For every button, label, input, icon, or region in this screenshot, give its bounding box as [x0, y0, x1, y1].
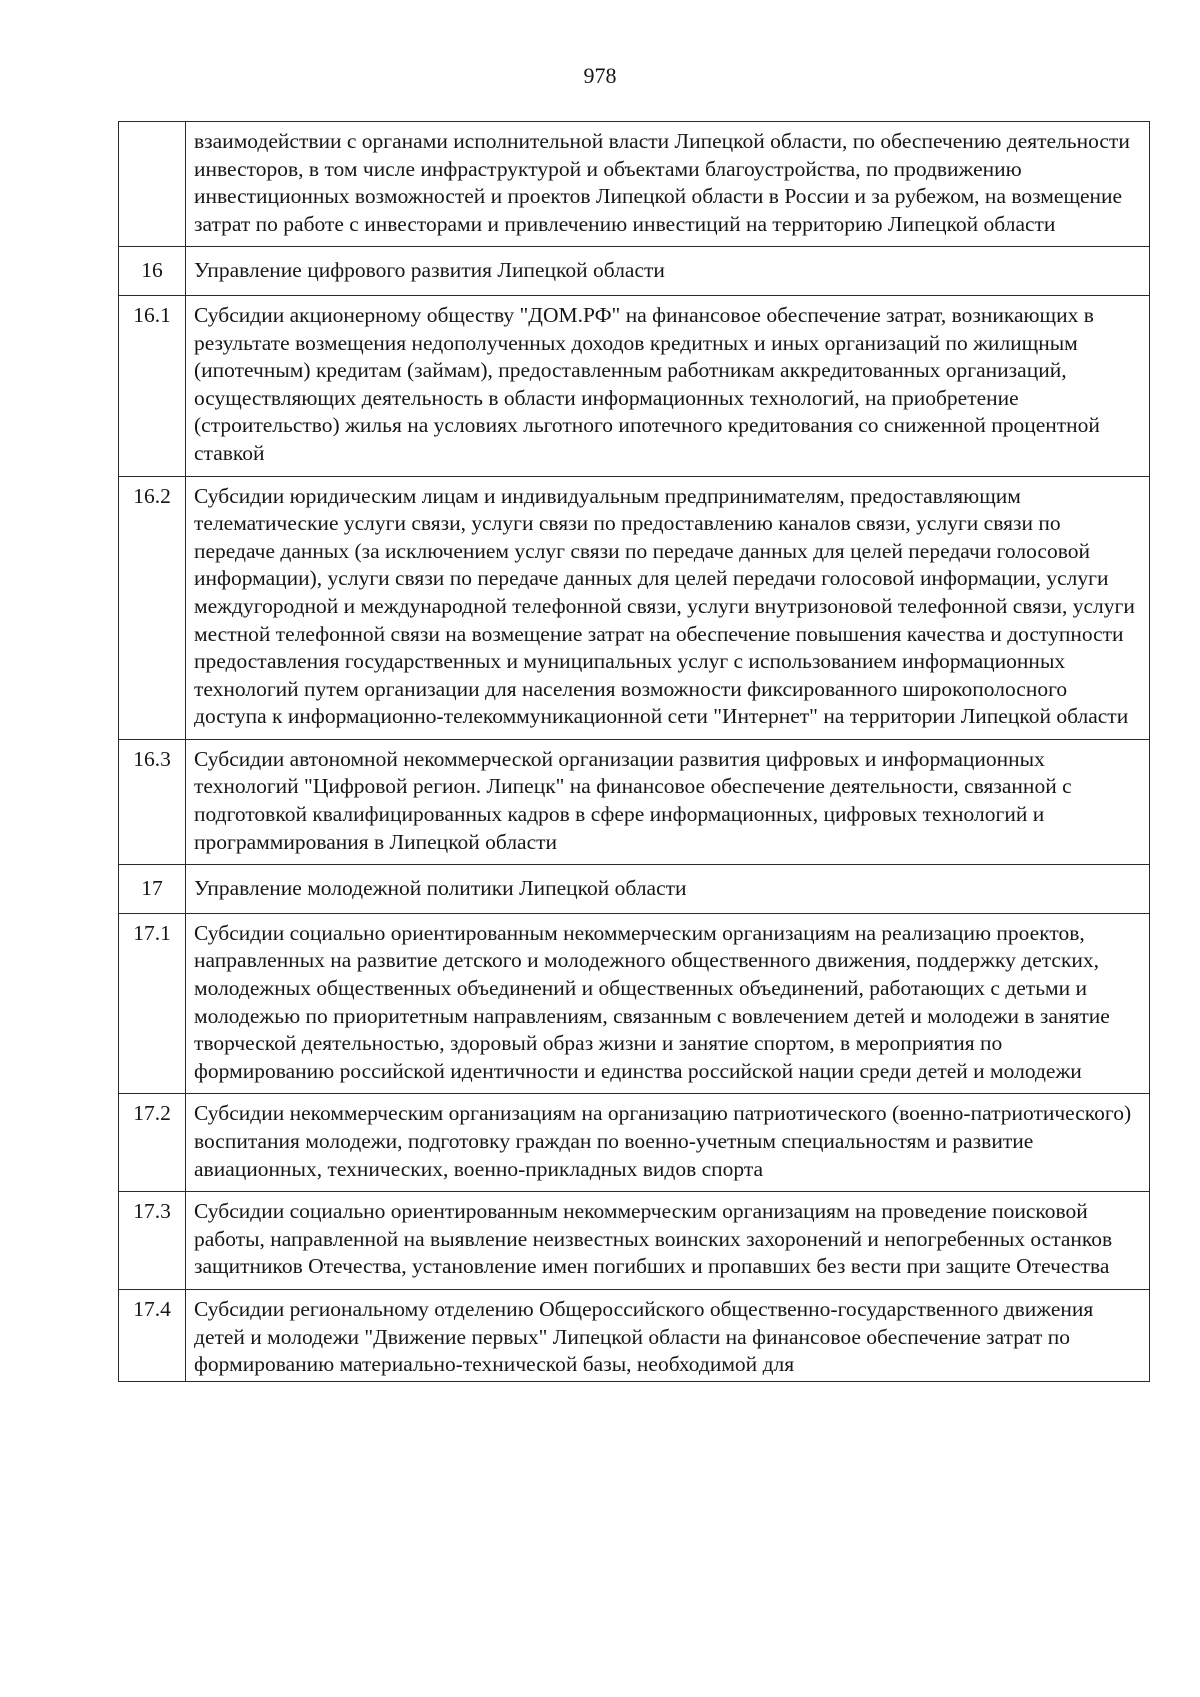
row-number: 16.2	[119, 476, 186, 739]
table-row	[119, 476, 1150, 739]
row-text: Субсидии региональному отделению Общероссийского общественно-государственного движения детей и молодежи "Движение первых" Липецкой области на финансовое обеспечение затрат по формированию материально-технической базы, необходимой для	[186, 1289, 1150, 1381]
row-number	[119, 122, 186, 247]
table-row	[119, 122, 1150, 247]
row-number: 17.3	[119, 1192, 186, 1290]
table-row	[119, 739, 1150, 864]
row-number: 16.3	[119, 739, 186, 864]
table-row	[119, 913, 1150, 1094]
section-title: Управление цифрового развития Липецкой области	[186, 247, 1150, 296]
table-row	[119, 1094, 1150, 1192]
page-number: 978	[583, 63, 617, 88]
section-row-youth-policy	[119, 865, 1150, 914]
row-number: 16.1	[119, 295, 186, 476]
section-title: Управление молодежной политики Липецкой области	[186, 865, 1150, 914]
row-number: 17.2	[119, 1094, 186, 1192]
subsidies-table	[118, 121, 1150, 1382]
row-text: Субсидии некоммерческим организациям на организацию патриотического (военно-патриотического) воспитания молодежи, подготовку граждан по военно-учетным специальностям и развитие авиационных, технических, военно-прикладных видов спорта	[186, 1094, 1150, 1192]
row-number: 16	[119, 247, 186, 296]
table-row	[119, 1192, 1150, 1290]
row-text: Субсидии автономной некоммерческой организации развития цифровых и информационных технологий "Цифровой регион. Липецк" на финансовое обеспечение деятельности, связанной с подготовкой квалифицированных кадров в сфере информационных, цифровых технологий и программирования в Липецкой области	[186, 739, 1150, 864]
row-number: 17.4	[119, 1289, 186, 1381]
row-text: Субсидии социально ориентированным некоммерческим организациям на проведение поисковой работы, направленной на выявление неизвестных воинских захоронений и непогребенных останков защитников Отечества, установление имен погибших и пропавших без вести при защите Отечества	[186, 1192, 1150, 1290]
row-number: 17	[119, 865, 186, 914]
row-number: 17.1	[119, 913, 186, 1094]
table-row	[119, 1289, 1150, 1381]
row-text: Субсидии акционерному обществу "ДОМ.РФ" на финансовое обеспечение затрат, возникающих в результате возмещения недополученных доходов кредитных и иных организаций по жилищным (ипотечным) кредитам (займам), предоставленным работникам аккредитованных организаций, осуществляющих деятельность в области информационных технологий, на приобретение (строительство) жилья на условиях льготного ипотечного кредитования со сниженной процентной ставкой	[186, 295, 1150, 476]
table-row	[119, 295, 1150, 476]
row-text: взаимодействии с органами исполнительной власти Липецкой области, по обеспечению деятельности инвесторов, в том числе инфраструктурой и объектами благоустройства, по продвижению инвестиционных возможностей и проектов Липецкой области в России и за рубежом, на возмещение затрат по работе с инвесторами и привлечению инвестиций на территорию Липецкой области	[186, 122, 1150, 247]
row-text: Субсидии юридическим лицам и индивидуальным предпринимателям, предоставляющим телематические услуги связи, услуги связи по предоставлению каналов связи, услуги связи по передаче данных (за исключением услуг связи по передаче данных для целей передачи голосовой информации), услуги связи по передаче данных для целей передачи голосовой информации, услуги междугородной и международной телефонной связи, услуги внутризоновой телефонной связи, услуги местной телефонной связи на возмещение затрат на обеспечение повышения качества и доступности предоставления государственных и муниципальных услуг с использованием информационных технологий путем организации для населения возможности фиксированного широкополосного доступа к информационно-телекоммуникационной сети "Интернет" на территории Липецкой области	[186, 476, 1150, 739]
row-text: Субсидии социально ориентированным некоммерческим организациям на реализацию проектов, направленных на развитие детского и молодежного общественного движения, поддержку детских, молодежных общественных объединений и общественных объединений, работающих с детьми и молодежью по приоритетным направлениям, связанным с вовлечением детей и молодежи в занятие творческой деятельностью, здоровый образ жизни и занятие спортом, в мероприятия по формированию российской идентичности и единства российской нации среди детей и молодежи	[186, 913, 1150, 1094]
section-row-digital-development	[119, 247, 1150, 296]
